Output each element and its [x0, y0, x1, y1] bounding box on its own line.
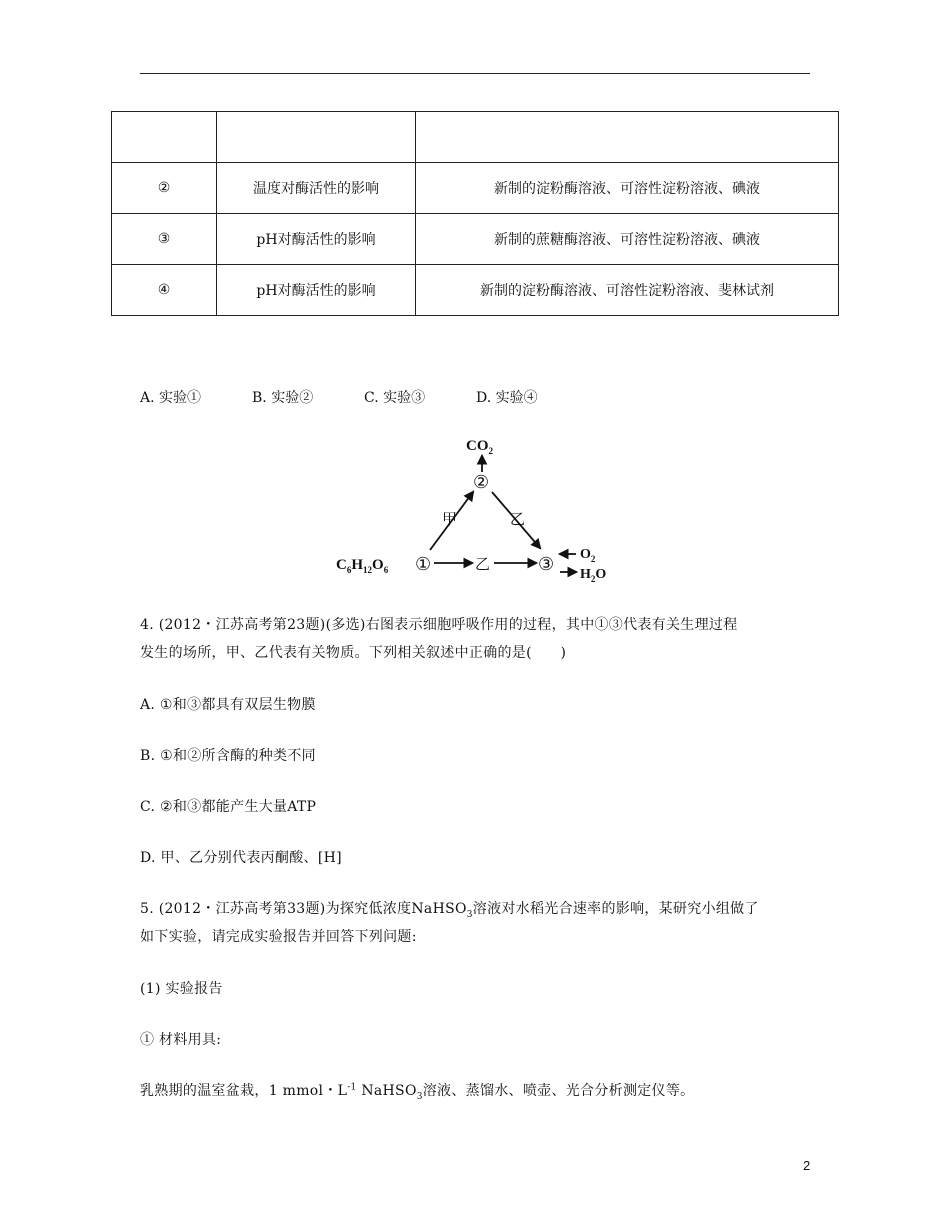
page-number: 2: [803, 1158, 811, 1173]
table-cell-reagents: 新制的蔗糖酶溶液、可溶性淀粉溶液、碘液: [416, 214, 839, 265]
label-yi-bottom: 乙: [475, 555, 491, 573]
table-cell-num: ②: [112, 163, 217, 214]
node-3: ③: [538, 554, 555, 574]
node-1: ①: [415, 554, 432, 574]
header-rule: [140, 73, 810, 74]
o2-label: $O_2$: [580, 547, 596, 564]
node-2: ②: [473, 472, 490, 492]
q3-option-d: D. 实验④: [476, 390, 538, 406]
q4-option-b: B. ①和②所含酶的种类不同: [140, 748, 316, 764]
table-cell-reagents: [416, 112, 839, 163]
experiment-table: [111, 111, 839, 316]
table-row: [112, 265, 839, 316]
table-cell-content: 温度对酶活性的影响: [217, 163, 416, 214]
q5-stem-line1: 5. (2012・江苏高考第33题)为探究低浓度NaHSO$_3$溶液对水稻光合速率的影响，某研究小组做了: [140, 901, 759, 920]
respiration-diagram: [330, 430, 620, 590]
q4-option-a: A. ①和③都具有双层生物膜: [140, 697, 316, 713]
label-jia: 甲: [442, 510, 458, 528]
table-cell-num: [112, 112, 217, 163]
table-row: [112, 112, 839, 163]
table-row: [112, 163, 839, 214]
q4-stem-line1: 4. (2012・江苏高考第23题)(多选)右图表示细胞呼吸作用的过程，其中①③代表有关生理过程: [140, 617, 738, 633]
table-cell-num: ③: [112, 214, 217, 265]
table-cell-num: ④: [112, 265, 217, 316]
table-cell-reagents: 新制的淀粉酶溶液、可溶性淀粉溶液、碘液: [416, 163, 839, 214]
co2-label: $CO_2$: [466, 438, 493, 456]
q5-stem-line2: 如下实验，请完成实验报告并回答下列问题:: [140, 929, 417, 945]
q5-materials: 乳熟期的温室盆栽，1 mmol・$L^{-1}$ NaHSO$_3$溶液、蒸馏水、喷壶、光合分析测定仪等。: [140, 1082, 695, 1102]
h2o-label: $H_2O$: [580, 567, 607, 584]
table-cell-content: pH对酶活性的影响: [217, 265, 416, 316]
table-cell-content: pH对酶活性的影响: [217, 214, 416, 265]
q5-materials-title: ① 材料用具:: [140, 1032, 222, 1048]
label-yi-top: 乙: [510, 510, 526, 528]
table-cell-content: [217, 112, 416, 163]
q3-option-a: A. 实验①: [140, 390, 202, 406]
q5-part1: (1) 实验报告: [140, 981, 223, 997]
q3-option-c: C. 实验③: [364, 390, 426, 406]
q4-option-c: C. ②和③都能产生大量ATP: [140, 799, 317, 815]
glucose-label: $C_6H_{12}O_6$: [336, 557, 389, 575]
q3-option-b: B. 实验②: [252, 390, 314, 406]
table-cell-reagents: 新制的淀粉酶溶液、可溶性淀粉溶液、斐林试剂: [416, 265, 839, 316]
q3-options: [140, 387, 538, 407]
q4-option-d: D. 甲、乙分别代表丙酮酸、[H]: [140, 850, 342, 866]
q4-stem-line2: 发生的场所，甲、乙代表有关物质。下列相关叙述中正确的是( ): [140, 645, 567, 661]
table-row: [112, 214, 839, 265]
